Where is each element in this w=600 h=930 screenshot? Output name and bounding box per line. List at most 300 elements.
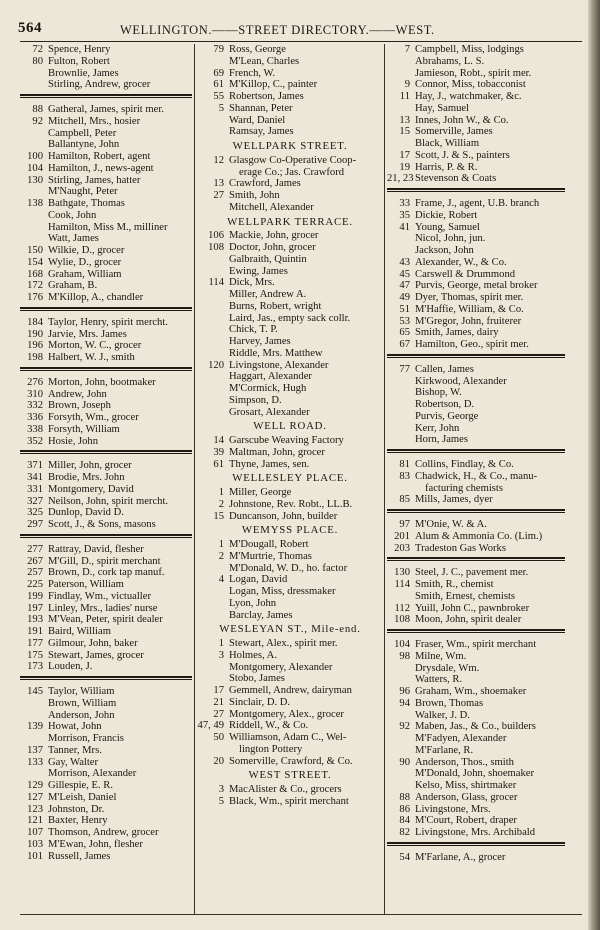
directory-entry: [387, 103, 565, 115]
directory-entry: [197, 744, 383, 756]
resident-name: Taylor, Henry, spirit mercht.: [48, 316, 168, 328]
directory-entry: [20, 329, 192, 341]
directory-entry: [197, 395, 383, 407]
directory-entry: [387, 68, 565, 80]
directory-entry: [387, 591, 565, 603]
directory-entry: [387, 792, 565, 804]
directory-entry: [387, 804, 565, 816]
house-number: 3: [218, 649, 224, 661]
directory-entry: [197, 324, 383, 336]
house-number: 39: [213, 446, 224, 458]
resident-name: Brown, D., cork tap manuf.: [48, 567, 165, 579]
resident-name: MacAlister & Co., grocers: [229, 784, 342, 795]
house-number: [197, 115, 229, 127]
directory-entry: [197, 277, 383, 289]
directory-entry: [20, 352, 192, 364]
page-title: WELLINGTON.——STREET DIRECTORY.——WEST.: [120, 23, 435, 37]
directory-entry: [20, 139, 192, 151]
directory-entry: [387, 257, 565, 269]
resident-name: Wilkie, D., grocer: [48, 245, 125, 256]
house-number: [197, 313, 229, 325]
house-number: [387, 674, 415, 686]
resident-name: Holmes, A.: [229, 649, 277, 661]
directory-entry: [20, 507, 192, 519]
house-number: 49: [399, 292, 410, 303]
house-number: [20, 210, 48, 222]
directory-entry: [197, 673, 383, 685]
section-separator: [387, 557, 565, 561]
house-number: [387, 103, 415, 115]
resident-name: Harris, P. & R.: [415, 161, 478, 173]
resident-name: Spence, Henry: [48, 44, 111, 55]
house-number: 172: [27, 280, 43, 292]
resident-name: M'Haffie, William, & Co.: [415, 303, 524, 315]
house-number: [197, 301, 229, 313]
house-number: 94: [399, 697, 410, 709]
house-number: 104: [394, 639, 410, 650]
directory-entry: [20, 768, 192, 780]
directory-entry: [197, 638, 383, 650]
resident-name: Ward, Daniel: [229, 114, 286, 126]
house-number: 137: [27, 744, 43, 756]
resident-name: Logan, David: [229, 574, 288, 586]
house-number: 65: [399, 327, 410, 339]
resident-name: Mitchell, Alexander: [229, 201, 314, 213]
resident-name: M'Gill, D., spirit merchant: [48, 555, 161, 567]
resident-name: Callen, James: [415, 363, 474, 375]
resident-name: Nicol, John, jun.: [415, 233, 486, 245]
street-heading: WELL ROAD.: [253, 420, 327, 433]
house-number: 17: [399, 149, 410, 161]
resident-name: Gay, Walter: [48, 756, 99, 768]
directory-entry: [20, 757, 192, 769]
directory-entry: [20, 567, 192, 579]
house-number: [197, 56, 229, 68]
resident-name: Ewing, James: [229, 265, 288, 277]
section-separator: [20, 450, 192, 454]
resident-name: M'Naught, Peter: [48, 186, 118, 198]
resident-name: M'Farlane, A., grocer: [415, 851, 506, 863]
resident-name: Miller, John, grocer: [48, 460, 132, 472]
resident-name: Yuill, John C., pawnbroker: [415, 602, 530, 614]
house-number: 20: [213, 755, 224, 767]
resident-name: Gatheral, James, spirit mer.: [48, 104, 164, 115]
resident-name: Harvey, James: [229, 336, 291, 347]
resident-name: Hamilton, Geo., spirit mer.: [415, 339, 529, 350]
house-number: 120: [208, 359, 224, 371]
house-number: 114: [208, 277, 224, 289]
resident-name: Hamilton, Miss M., milliner: [48, 221, 168, 233]
resident-name: M'Donald, W. D., ho. factor: [229, 562, 348, 574]
resident-name: M'Dougall, Robert: [229, 539, 309, 550]
house-number: 50: [213, 732, 224, 743]
section-separator: [387, 629, 565, 633]
directory-entry: [387, 614, 565, 626]
directory-entry: [197, 178, 383, 190]
directory-entry: [197, 190, 383, 202]
directory-entry: [20, 661, 192, 673]
directory-entry: [387, 280, 565, 292]
section-separator: [20, 94, 192, 98]
directory-entry: [20, 780, 192, 792]
house-number: 83: [399, 470, 410, 482]
directory-entry: [387, 269, 565, 281]
house-number: 27: [213, 708, 224, 720]
house-number: 61: [213, 79, 224, 91]
directory-entry: [387, 316, 565, 328]
page-header: [14, 14, 588, 40]
directory-entry: [197, 56, 383, 68]
street-heading: WEST STREET.: [248, 769, 332, 782]
house-number: 1: [218, 638, 224, 649]
directory-entry: [20, 614, 192, 626]
resident-name: Dickie, Robert: [415, 209, 478, 221]
directory-entry: [197, 610, 383, 622]
directory-entry: [387, 138, 565, 150]
directory-entry: [20, 733, 192, 745]
directory-entry: [197, 709, 383, 721]
resident-name: Miller, Andrew A.: [229, 289, 307, 300]
directory-entry: [197, 348, 383, 360]
resident-name: Campbell, Peter: [48, 127, 117, 139]
resident-name: Williamson, Adam C., Wel-: [229, 732, 347, 743]
house-number: 310: [27, 388, 43, 400]
resident-name: Anderson, Glass, grocer: [415, 791, 518, 803]
resident-name: M'Leish, Daniel: [48, 791, 117, 803]
directory-entry: [197, 371, 383, 383]
house-number: [197, 348, 229, 360]
house-number: 85: [399, 494, 410, 506]
house-number: [197, 383, 229, 395]
house-number: [197, 598, 229, 610]
directory-entry: [197, 574, 383, 586]
resident-name: Somerville, Crawford, & Co.: [229, 755, 353, 767]
directory-entry: [387, 780, 565, 792]
directory-entry: [20, 686, 192, 698]
house-number: [197, 395, 229, 407]
column-divider: [194, 44, 195, 914]
resident-name: Scott, J. & S., painters: [415, 149, 510, 161]
house-number: 154: [27, 256, 43, 268]
resident-name: Robertson, D.: [415, 399, 475, 410]
directory-entry: [197, 459, 383, 471]
directory-entry: [20, 603, 192, 615]
house-number: 79: [213, 44, 224, 55]
directory-entry: [20, 519, 192, 531]
resident-name: Brodie, Mrs. John: [48, 472, 125, 483]
resident-name: Drysdale, Wm.: [415, 662, 480, 674]
house-number: 276: [27, 376, 43, 388]
directory-entry: [197, 598, 383, 610]
house-number: 114: [394, 579, 410, 590]
directory-entry: [387, 233, 565, 245]
directory-entry: [20, 745, 192, 757]
directory-entry: [20, 210, 192, 222]
house-number: [387, 483, 415, 495]
house-number: 371: [27, 460, 43, 472]
house-number: [387, 56, 415, 68]
resident-name: Baxter, Henry: [48, 815, 108, 827]
directory-entry: [20, 257, 192, 269]
house-number: 7: [404, 44, 410, 55]
house-number: 15: [399, 126, 410, 138]
house-number: [387, 376, 415, 388]
directory-entry: [20, 377, 192, 389]
house-number: 173: [27, 661, 43, 673]
resident-name: M'Donald, John, shoemaker: [415, 768, 535, 780]
house-number: [20, 139, 48, 151]
resident-name: Stirling, James, hatter: [48, 174, 141, 186]
directory-entry: [387, 339, 565, 351]
house-number: 17: [213, 685, 224, 696]
house-number: 41: [399, 221, 410, 233]
resident-name: Moon, John, spirit dealer: [415, 614, 522, 626]
section-separator: [20, 534, 192, 538]
street-heading: WELLESLEY PLACE.: [232, 472, 348, 485]
house-number: 5: [218, 795, 224, 807]
resident-name: Collins, Findlay, & Co.: [415, 459, 514, 470]
house-number: [20, 710, 48, 722]
directory-entry: [20, 544, 192, 556]
directory-entry: [197, 784, 383, 796]
house-number: [20, 222, 48, 234]
resident-name: Duncanson, John, builder: [229, 510, 338, 522]
directory-entry: [197, 336, 383, 348]
directory-entry: [387, 698, 565, 710]
directory-entry: [387, 459, 565, 471]
house-number: 138: [27, 198, 43, 209]
resident-name: Forsyth, William: [48, 423, 120, 435]
house-number: 121: [27, 815, 43, 827]
directory-entry: [197, 44, 383, 56]
resident-name: Morton, John, bootmaker: [48, 376, 156, 388]
resident-name: M'Court, Robert, draper: [415, 815, 517, 827]
directory-entry: [20, 851, 192, 863]
directory-entry: [20, 792, 192, 804]
directory-entry: [20, 412, 192, 424]
resident-name: M'Lean, Charles: [229, 55, 300, 67]
directory-entry: [387, 733, 565, 745]
directory-entry: [197, 685, 383, 697]
resident-name: Logan, Miss, dressmaker: [229, 586, 336, 597]
house-number: 101: [27, 850, 43, 862]
directory-entry: [387, 173, 565, 185]
house-number: 21: [213, 696, 224, 708]
resident-name: Watters, R.: [415, 674, 463, 686]
resident-name: Thomson, Andrew, grocer: [48, 827, 159, 838]
resident-name: French, W.: [229, 67, 276, 79]
directory-entry: [20, 484, 192, 496]
bottom-rule: [20, 914, 582, 915]
resident-name: Abrahams, L. S.: [415, 55, 485, 67]
directory-entry: [197, 126, 383, 138]
directory-entry: [197, 103, 383, 115]
resident-name: Riddell, W., & Co.: [229, 720, 309, 732]
house-number: 35: [399, 209, 410, 221]
house-number: 203: [394, 542, 410, 554]
resident-name: Maltman, John, grocer: [229, 446, 325, 458]
resident-name: Alexander, W., & Co.: [415, 256, 507, 268]
directory-entry: [20, 424, 192, 436]
resident-name: M'Farlane, R.: [415, 744, 474, 756]
house-number: 27: [213, 190, 224, 201]
directory-entry: [197, 230, 383, 242]
house-number: 139: [27, 721, 43, 733]
resident-name: Stewart, Alex., spirit mer.: [229, 638, 338, 649]
directory-entry: [197, 91, 383, 103]
directory-entry: [387, 115, 565, 127]
house-number: 112: [394, 602, 410, 614]
directory-entry: [20, 68, 192, 80]
resident-name: Forsyth, Wm., grocer: [48, 412, 139, 423]
house-number: 123: [27, 803, 43, 815]
house-number: 133: [27, 756, 43, 768]
directory-entry: [387, 827, 565, 839]
directory-entry: [387, 663, 565, 675]
resident-name: Kelso, Miss, shirtmaker: [415, 780, 517, 791]
resident-name: Russell, James: [48, 850, 111, 862]
house-number: 72: [32, 44, 43, 55]
resident-name: M'Cormick, Hugh: [229, 383, 307, 394]
section-separator: [20, 307, 192, 311]
resident-name: Somerville, James: [415, 126, 493, 138]
resident-name: Mackie, John, grocer: [229, 230, 319, 242]
directory-entry: [20, 839, 192, 851]
house-number: [387, 399, 415, 411]
house-number: 47: [399, 280, 410, 292]
directory-entry: [387, 745, 565, 757]
house-number: 103: [27, 838, 43, 850]
directory-entry: [387, 434, 565, 446]
house-number: 96: [399, 686, 410, 697]
directory-entry: [20, 556, 192, 568]
resident-name: Bathgate, Thomas: [48, 198, 125, 209]
directory-entry: [387, 567, 565, 579]
house-number: 145: [27, 686, 43, 697]
directory-entry: [197, 539, 383, 551]
resident-name: Black, William: [415, 138, 480, 149]
directory-entry: [387, 603, 565, 615]
directory-entry: [387, 387, 565, 399]
street-heading: WELLPARK TERRACE.: [227, 215, 353, 228]
directory-entry: [387, 210, 565, 222]
directory-entry: [20, 56, 192, 68]
resident-name: M'Vean, Peter, spirit dealer: [48, 614, 163, 626]
directory-entry: [20, 79, 192, 91]
resident-name: M'Onie, W. & A.: [415, 519, 487, 530]
directory-entry: [387, 710, 565, 722]
house-number: [20, 233, 48, 245]
directory-entry: [387, 757, 565, 769]
resident-name: Hosie, John: [48, 435, 99, 447]
directory-entry: [20, 116, 192, 128]
house-number: 199: [27, 590, 43, 602]
resident-name: Young, Samuel: [415, 221, 480, 233]
house-number: [20, 698, 48, 710]
resident-name: Robertson, James: [229, 91, 304, 102]
resident-name: Taylor, William: [48, 686, 115, 697]
resident-name: Graham, Wm., shoemaker: [415, 686, 527, 697]
house-number: 2: [218, 498, 224, 510]
resident-name: M'Killop, A., chandler: [48, 292, 144, 303]
resident-name: Ross, George: [229, 44, 286, 55]
resident-name: Montgomery, David: [48, 483, 134, 495]
house-number: 198: [27, 352, 43, 363]
directory-entry: [387, 327, 565, 339]
house-number: 327: [27, 495, 43, 507]
house-number: 331: [27, 483, 43, 495]
house-number: 150: [27, 245, 43, 256]
column-middle: [197, 44, 383, 808]
resident-name: M'Killop, C., painter: [229, 79, 318, 91]
house-number: [197, 336, 229, 348]
resident-name: Gillespie, E. R.: [48, 780, 114, 791]
directory-entry: [387, 292, 565, 304]
directory-entry: [197, 79, 383, 91]
resident-name: Chick, T. P.: [229, 324, 278, 336]
house-number: [20, 79, 48, 91]
directory-entry: [387, 364, 565, 376]
directory-entry: [387, 686, 565, 698]
house-number: [20, 733, 48, 745]
resident-name: Scott, J., & Sons, masons: [48, 519, 156, 530]
house-number: 80: [32, 55, 43, 67]
directory-entry: [20, 638, 192, 650]
house-number: 201: [394, 530, 410, 542]
resident-name: Garscube Weaving Factory: [229, 435, 344, 446]
directory-entry: [197, 511, 383, 523]
house-number: [197, 673, 229, 685]
resident-name: Grosart, Alexander: [229, 406, 310, 418]
directory-entry: [387, 150, 565, 162]
directory-entry: [197, 447, 383, 459]
resident-name: Johnstone, Rev. Robt., LL.B.: [229, 498, 353, 510]
resident-name: Sinclair, D. D.: [229, 696, 291, 708]
resident-name: Purvis, George, metal broker: [415, 280, 538, 292]
house-number: 84: [399, 815, 410, 827]
directory-entry: [387, 91, 565, 103]
resident-name: Hay, J., watchmaker, &c.: [415, 91, 522, 102]
resident-name: Anderson, Thos., smith: [415, 756, 514, 768]
directory-entry: [387, 304, 565, 316]
house-number: 257: [27, 567, 43, 579]
directory-entry: [20, 804, 192, 816]
directory-entry: [20, 44, 192, 56]
house-number: 338: [27, 423, 43, 435]
house-number: 69: [213, 67, 224, 79]
resident-name: Riddle, Mrs. Matthew: [229, 347, 323, 359]
resident-name: Milne, Wm.: [415, 650, 467, 662]
house-number: 5: [218, 102, 224, 114]
house-number: 177: [27, 637, 43, 649]
directory-entry: [20, 827, 192, 839]
house-number: [387, 663, 415, 675]
directory-entry: [197, 360, 383, 372]
directory-entry: [387, 483, 565, 495]
house-number: 47, 49: [197, 720, 224, 732]
page-number: 564: [18, 20, 42, 36]
directory-entry: [20, 269, 192, 281]
house-number: 2: [218, 550, 224, 562]
directory-entry: [387, 44, 565, 56]
section-separator: [387, 188, 565, 192]
house-number: [197, 167, 229, 179]
house-number: [387, 733, 415, 745]
directory-entry: [197, 756, 383, 768]
resident-name: Black, Wm., spirit merchant: [229, 795, 349, 807]
street-heading: WEMYSS PLACE.: [241, 524, 339, 537]
directory-entry: [20, 710, 192, 722]
